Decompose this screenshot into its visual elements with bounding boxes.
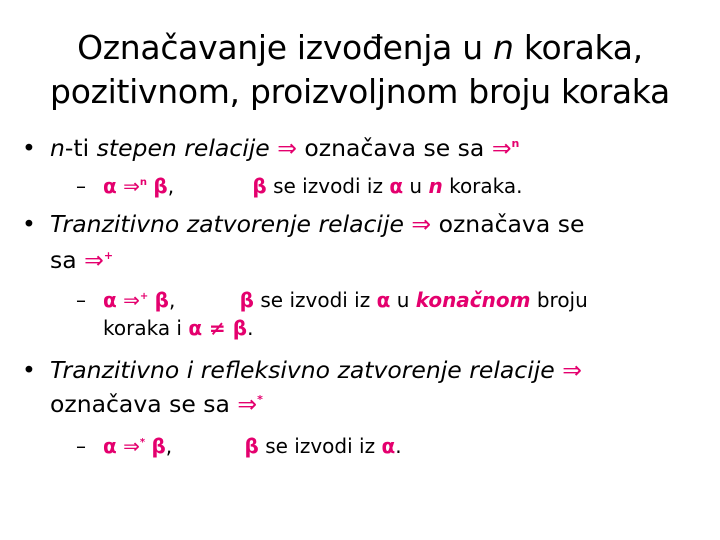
implies-icon: ⇒	[84, 246, 104, 274]
bullet-2-sub-line-2: koraka i α ≠ β.	[103, 316, 254, 340]
bullet-1-sub: – α ⇒$^n$ β, β se izvodi iz α u n koraka.	[76, 174, 523, 198]
bullet-1-line: • n-ti stepen relacije ⇒ označava se sa ⇒$^n$	[22, 134, 520, 162]
implies-icon: ⇒	[123, 174, 140, 198]
bullet-dot: •	[22, 356, 36, 384]
slide-title	[0, 26, 720, 114]
implies-icon: ⇒	[491, 134, 512, 162]
implies-icon: ⇒	[123, 288, 140, 312]
title-line-1: Označavanje izvođenja u n koraka,	[77, 28, 643, 67]
title-line-2: pozitivnom, proizvoljnom broju koraka	[50, 72, 670, 111]
bullet-2-line: • Tranzitivno zatvorenje relacije ⇒ označava se	[22, 210, 585, 238]
implies-icon: ⇒	[562, 356, 582, 384]
implies-icon: ⇒	[277, 134, 297, 162]
bullet-2-sub: – α ⇒+ β, β se izvodi iz α u konačnom broju	[76, 288, 588, 312]
implies-icon: ⇒	[237, 390, 258, 418]
bullet-dot: •	[22, 210, 36, 238]
bullet-2-line-2: sa ⇒+	[50, 246, 114, 274]
bullet-dot: •	[22, 134, 36, 162]
implies-icon: ⇒	[123, 434, 140, 458]
bullet-3-sub: – α ⇒* β, β se izvodi iz α.	[76, 434, 402, 458]
implies-icon: ⇒	[411, 210, 432, 238]
not-equal-icon: ≠	[202, 316, 233, 340]
bullet-3-line: • Tranzitivno i refleksivno zatvorenje relacije ⇒	[22, 356, 582, 384]
bullet-3-line-2: označava se sa ⇒*	[50, 390, 263, 418]
